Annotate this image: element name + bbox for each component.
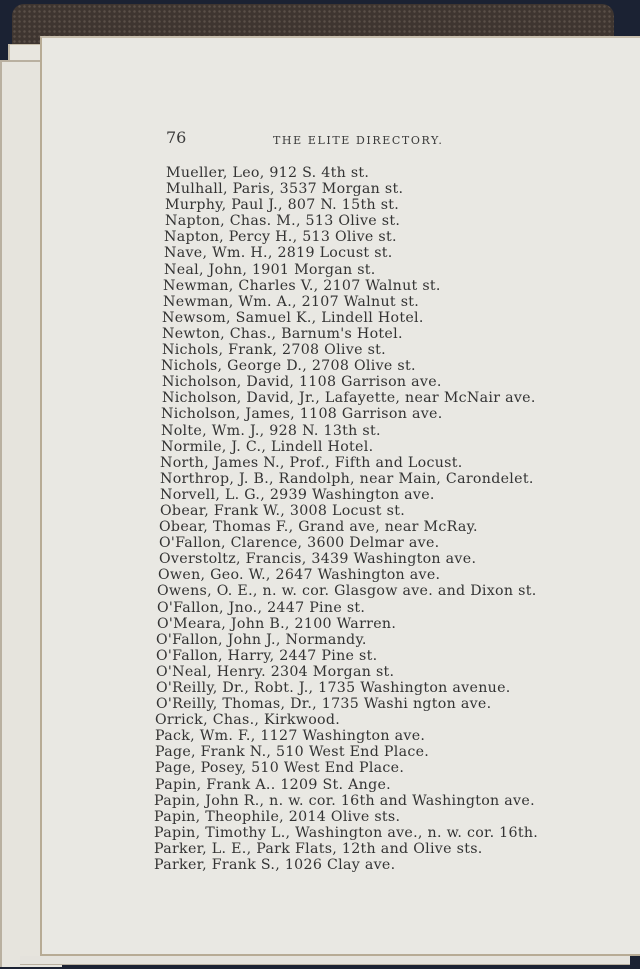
- directory-entry: Obear, Frank W., 3008 Locust st.: [160, 502, 406, 519]
- directory-entry: Nicholson, James, 1108 Garrison ave.: [161, 406, 443, 423]
- directory-entry: North, James N., Prof., Fifth and Locust.: [160, 454, 463, 471]
- directory-entry: O'Neal, Henry. 2304 Morgan st.: [156, 663, 395, 680]
- directory-entry: Obear, Thomas F., Grand ave, near McRay.: [159, 519, 478, 536]
- directory-entry: O'Fallon, Harry, 2447 Pine st.: [156, 647, 378, 664]
- directory-entry: Norvell, L. G., 2939 Washington ave.: [160, 486, 435, 503]
- directory-entry: O'Meara, John B., 2100 Warren.: [157, 615, 397, 632]
- directory-entry: O'Fallon, John J., Normandy.: [156, 631, 367, 648]
- page-number: 76: [166, 128, 187, 147]
- directory-entry: Napton, Percy H., 513 Olive st.: [164, 229, 397, 246]
- directory-entry: Northrop, J. B., Randolph, near Main, Carondelet.: [160, 470, 534, 487]
- directory-entry: Murphy, Paul J., 807 N. 15th st.: [165, 197, 400, 214]
- directory-entry: Overstoltz, Francis, 3439 Washington ave.: [159, 551, 477, 568]
- directory-entry: Newman, Charles V., 2107 Walnut st.: [163, 277, 441, 294]
- directory-entry: Page, Posey, 510 West End Place.: [155, 760, 405, 777]
- page-header: [166, 128, 466, 148]
- directory-entry: Nicholson, David, Jr., Lafayette, near McNair ave.: [162, 390, 536, 407]
- directory-entry: Nave, Wm. H., 2819 Locust st.: [164, 245, 393, 262]
- directory-entry: Page, Frank N., 510 West End Place.: [155, 744, 430, 761]
- directory-entry: Newton, Chas., Barnum's Hotel.: [162, 325, 403, 342]
- directory-entry: Newsom, Samuel K., Lindell Hotel.: [162, 309, 424, 326]
- directory-entry: Orrick, Chas., Kirkwood.: [155, 712, 341, 729]
- directory-entry: O'Fallon, Jno., 2447 Pine st.: [157, 599, 366, 616]
- directory-entry: Normile, J. C., Lindell Hotel.: [161, 438, 374, 455]
- directory-entry: Papin, Timothy L., Washington ave., n. w. cor. 16th.: [154, 824, 539, 841]
- directory-entry: Pack, Wm. F., 1127 Washington ave.: [155, 728, 426, 745]
- directory-entry: Newman, Wm. A., 2107 Walnut st.: [163, 293, 420, 310]
- directory-entry: O'Reilly, Thomas, Dr., 1735 Washi ngton ave.: [156, 696, 492, 713]
- directory-entry: O'Reilly, Dr., Robt. J., 1735 Washington avenue.: [156, 680, 511, 696]
- directory-entry: Papin, Frank A.. 1209 St. Ange.: [155, 776, 391, 793]
- page-edge: [20, 956, 630, 965]
- directory-entry: Nicholson, David, 1108 Garrison ave.: [162, 374, 442, 391]
- directory-entry: O'Fallon, Clarence, 3600 Delmar ave.: [159, 535, 440, 552]
- directory-entry: Papin, Theophile, 2014 Olive sts.: [154, 808, 401, 825]
- directory-entry: Nolte, Wm. J., 928 N. 13th st.: [161, 422, 381, 439]
- directory-entry: Mulhall, Paris, 3537 Morgan st.: [166, 181, 404, 198]
- directory-entry: Nichols, Frank, 2708 Olive st.: [162, 342, 386, 359]
- directory-entry: Nichols, George D., 2708 Olive st.: [161, 358, 416, 375]
- running-title: THE ELITE DIRECTORY.: [273, 134, 444, 147]
- directory-entries: [152, 165, 572, 873]
- directory-entry: Papin, John R., n. w. cor. 16th and Washington ave.: [154, 792, 535, 809]
- directory-entry: Neal, John, 1901 Morgan st.: [164, 261, 376, 278]
- directory-entry: Mueller, Leo, 912 S. 4th st.: [166, 165, 370, 181]
- directory-entry: Owen, Geo. W., 2647 Washington ave.: [158, 567, 441, 584]
- directory-entry: Owens, O. E., n. w. cor. Glasgow ave. and Dixon st.: [157, 583, 537, 600]
- directory-entry: Napton, Chas. M., 513 Olive st.: [165, 213, 401, 230]
- directory-entry: Parker, L. E., Park Flats, 12th and Olive sts.: [154, 840, 483, 857]
- directory-entry: Parker, Frank S., 1026 Clay ave.: [154, 857, 396, 874]
